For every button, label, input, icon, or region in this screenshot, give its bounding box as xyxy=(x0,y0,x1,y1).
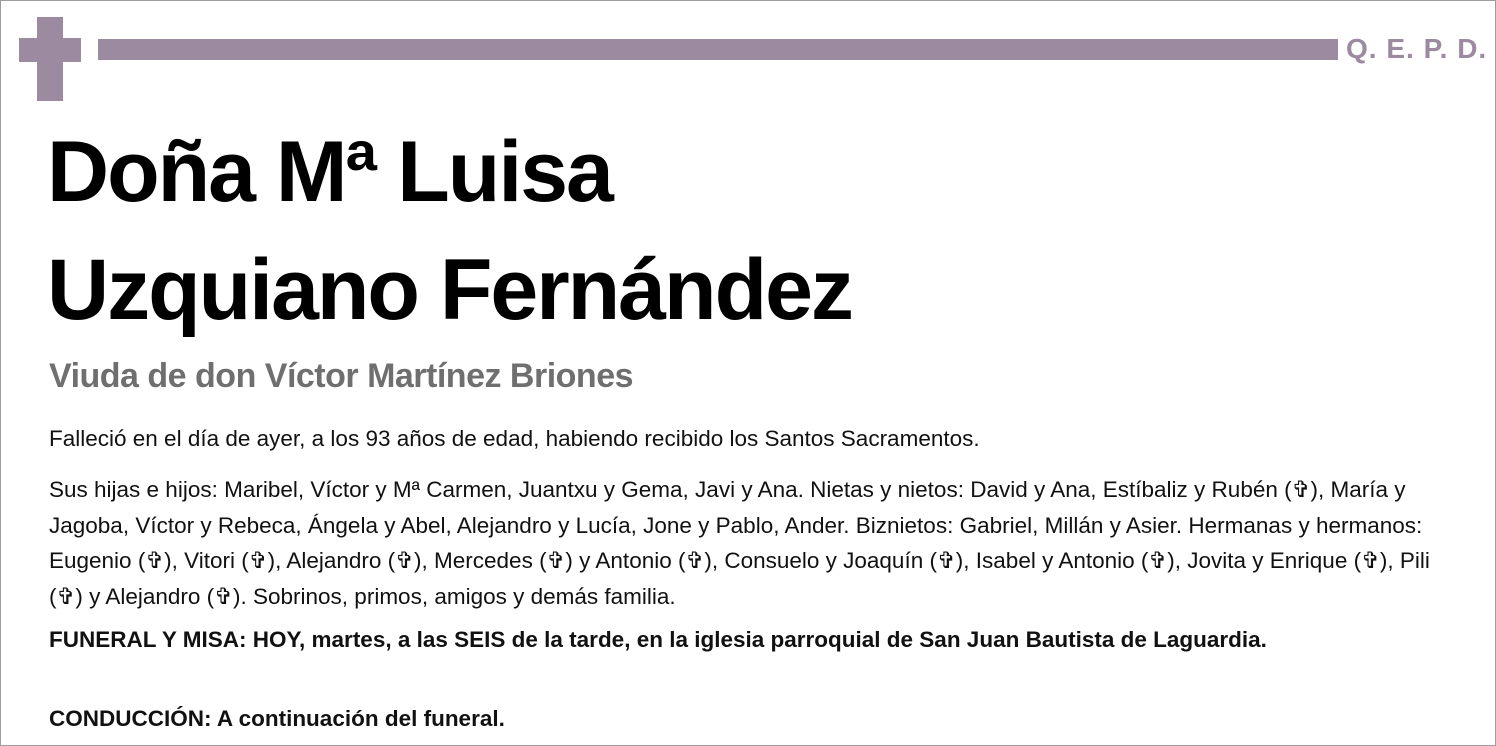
widow-subtitle: Viuda de don Víctor Martínez Briones xyxy=(49,357,634,395)
death-notice: Falleció en el día de ayer, a los 93 años de edad, habiendo recibido los Santos Sacramentos. xyxy=(49,426,980,451)
conduction-details: CONDUCCIÓN: A continuación del funeral. xyxy=(49,706,505,731)
funeral-details: FUNERAL Y MISA: HOY, martes, a las SEIS de la tarde, en la iglesia parroquial de San Juan Bautista de Laguardia. xyxy=(49,627,1267,652)
family-list: Sus hijas e hijos: Maribel, Víctor y Mª Carmen, Juantxu y Gema, Javi y Ana. Nietas y nietos: David y Ana, Estíbaliz y Rubén (✞), María y Jagoba, Víctor y Rebeca, Ángela y Abel, Alejandro y Lucía, Jone y Pablo, Ander. Biznietos: Gabriel, Millán y Asier. Hermanas y hermanos: Eugenio (✞), Vitori (✞), Alejandro (✞), Mercedes (✞) y Antonio (✞), Consuelo y Joaquín (✞), Isabel y Antonio (✞), Jovita y Enrique (✞), Pili (✞) y Alejandro (✞). Sobrinos, primos, amigos y demás familia. xyxy=(49,477,1430,609)
name-line-2: Uzquiano Fernández xyxy=(47,242,852,338)
qepd-label: Q. E. P. D. xyxy=(1346,33,1488,64)
cross-horizontal-beam xyxy=(19,38,81,62)
name-line-1: Doña Mª Luisa xyxy=(47,124,612,220)
header-rule xyxy=(98,39,1338,60)
deceased-name xyxy=(47,113,852,349)
